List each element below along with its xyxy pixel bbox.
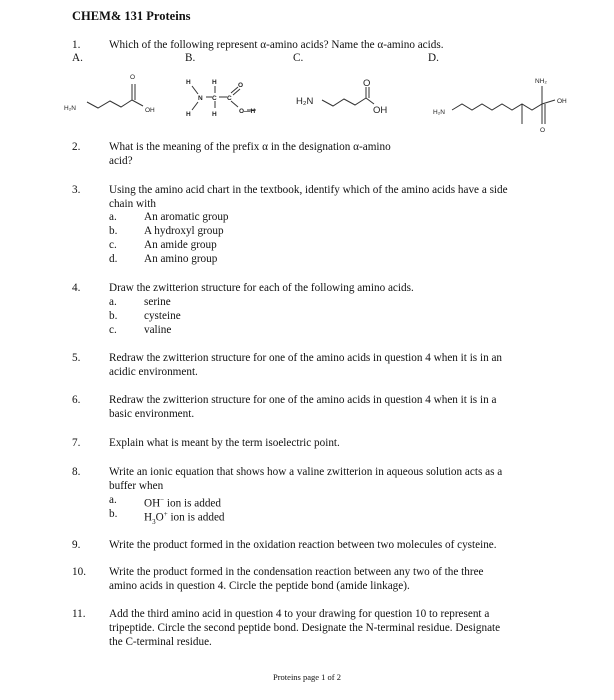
q3-item-b-text: A hydroxyl group [144, 225, 224, 237]
structure-a [87, 84, 143, 108]
structure-d [452, 86, 555, 124]
structure-b-nitrogen: N [198, 95, 203, 102]
q8-item-a-suffix: ion is added [164, 497, 221, 510]
q11-text [109, 607, 549, 649]
q3-item-c-label: c. [109, 239, 117, 251]
q3-item-c-text: An amide group [144, 239, 217, 251]
q5-number: 5. [72, 352, 81, 364]
q4-text: Draw the zwitterion structure for each of the following amino acids. [109, 282, 414, 294]
structure-c-hydroxyl: OH [373, 105, 388, 116]
q8-item-b-formula-o: O [155, 511, 164, 524]
q7-text: Explain what is meant by the term isoelectric point. [109, 437, 340, 449]
option-d-label: D. [428, 52, 439, 64]
q3-item-b-label: b. [109, 225, 118, 237]
q3-line-1: Using the amino acid chart in the textbook, identify which of the amino acids have a side [109, 184, 508, 196]
q6-text [109, 393, 549, 421]
q8-item-a-charge: − [160, 496, 165, 504]
q10-text [109, 565, 549, 593]
q5-line-1: Redraw the zwitterion structure for one of the amino acids in question 4 when it is in an [109, 352, 503, 364]
q6-line-2: basic environment. [109, 408, 195, 420]
q5-text [109, 351, 549, 379]
structure-c-amine: H₂N [296, 96, 314, 107]
q8-line-1: Write an ionic equation that shows how a valine zwitterion in aqueous solution acts as a [109, 466, 503, 478]
q6-line-1: Redraw the zwitterion structure for one of the amino acids in question 4 when it is in a [109, 394, 497, 406]
q9-text: Write the product formed in the oxidation reaction between two molecules of cysteine. [109, 539, 497, 551]
q2-line-2: acid? [109, 155, 133, 167]
option-a-label: A. [72, 52, 83, 64]
structure-c [322, 87, 374, 106]
q1-text: Which of the following represent α-amino acids? Name the α-amino acids. [109, 39, 444, 51]
q3-item-d-label: d. [109, 253, 118, 265]
q8-item-b-formula-h: H [144, 511, 153, 524]
q10-line-2: amino acids in question 4. Circle the peptide bond (amide linkage). [109, 580, 410, 592]
q3-text [109, 183, 549, 211]
q11-line-2: tripeptide. Circle the second peptide bond. Designate the N-terminal residue. Designate [109, 622, 501, 634]
structure-d-amine-left: H₂N [433, 109, 445, 116]
q8-item-b-text [144, 507, 225, 529]
q8-item-b-suffix: ion is added [167, 511, 225, 524]
structure-b-h-top: H [212, 79, 217, 86]
structure-b-h-bottom: H [212, 111, 217, 118]
structure-b-h-top-left: H [186, 79, 191, 86]
q4-item-b-text: cysteine [144, 310, 181, 322]
structure-b-alpha-carbon: C [212, 95, 217, 102]
structure-b-h-bottom-left: H [186, 111, 191, 118]
structure-d-hydroxyl: OH [557, 98, 567, 105]
q8-item-a-label: a. [109, 494, 117, 506]
q4-number: 4. [72, 282, 81, 294]
option-b-label: B. [185, 52, 196, 64]
q3-item-d-text: An amino group [144, 253, 218, 265]
structure-a-amine: H₂N [64, 105, 76, 112]
structure-b-carbonyl-carbon: C [227, 95, 232, 102]
q4-item-b-label: b. [109, 310, 118, 322]
q8-item-b-label: b. [109, 508, 118, 520]
q3-line-2: chain with [109, 198, 156, 210]
q5-line-2: acidic environment. [109, 366, 198, 378]
q3-item-a-text: An aromatic group [144, 211, 229, 223]
structure-b-oxygen: O [238, 82, 244, 89]
q2-line-1: What is the meaning of the prefix α in the designation α-amino [109, 141, 391, 153]
q8-item-a-formula: OH [144, 497, 161, 510]
q3-item-a-label: a. [109, 211, 117, 223]
q9-number: 9. [72, 539, 81, 551]
q8-line-2: buffer when [109, 480, 164, 492]
structure-a-oxygen: O [130, 74, 136, 81]
q2-text [109, 140, 549, 168]
q11-line-1: Add the third amino acid in question 4 to your drawing for question 10 to represent a [109, 608, 490, 620]
q4-item-c-text: valine [144, 324, 172, 336]
q11-number: 11. [72, 608, 86, 620]
q8-item-b-charge: + [163, 510, 168, 518]
structure-d-amine-top: NH₂ [535, 78, 547, 85]
q10-number: 10. [72, 566, 86, 578]
structure-b-hydroxyl: O—H [239, 108, 256, 115]
structures-figure [0, 70, 614, 140]
q8-text [109, 465, 549, 493]
structure-a-hydroxyl: OH [145, 107, 155, 114]
page-title: CHEM& 131 Proteins [72, 9, 191, 23]
option-c-label: C. [293, 52, 304, 64]
page-footer: Proteins page 1 of 2 [273, 672, 341, 682]
q2-number: 2. [72, 141, 81, 153]
q11-line-3: the C-terminal residue. [109, 636, 212, 648]
q10-line-1: Write the product formed in the condensation reaction between any two of the three [109, 566, 484, 578]
q4-item-a-text: serine [144, 296, 171, 308]
structure-d-oxygen: O [540, 127, 546, 134]
q4-item-c-label: c. [109, 324, 117, 336]
structure-c-oxygen: O [363, 78, 371, 89]
q8-item-b-subscript: 3 [152, 517, 156, 526]
q1-number: 1. [72, 39, 81, 51]
q3-number: 3. [72, 184, 81, 196]
q7-number: 7. [72, 437, 81, 449]
q6-number: 6. [72, 394, 81, 406]
q4-item-a-label: a. [109, 296, 117, 308]
q8-number: 8. [72, 466, 81, 478]
